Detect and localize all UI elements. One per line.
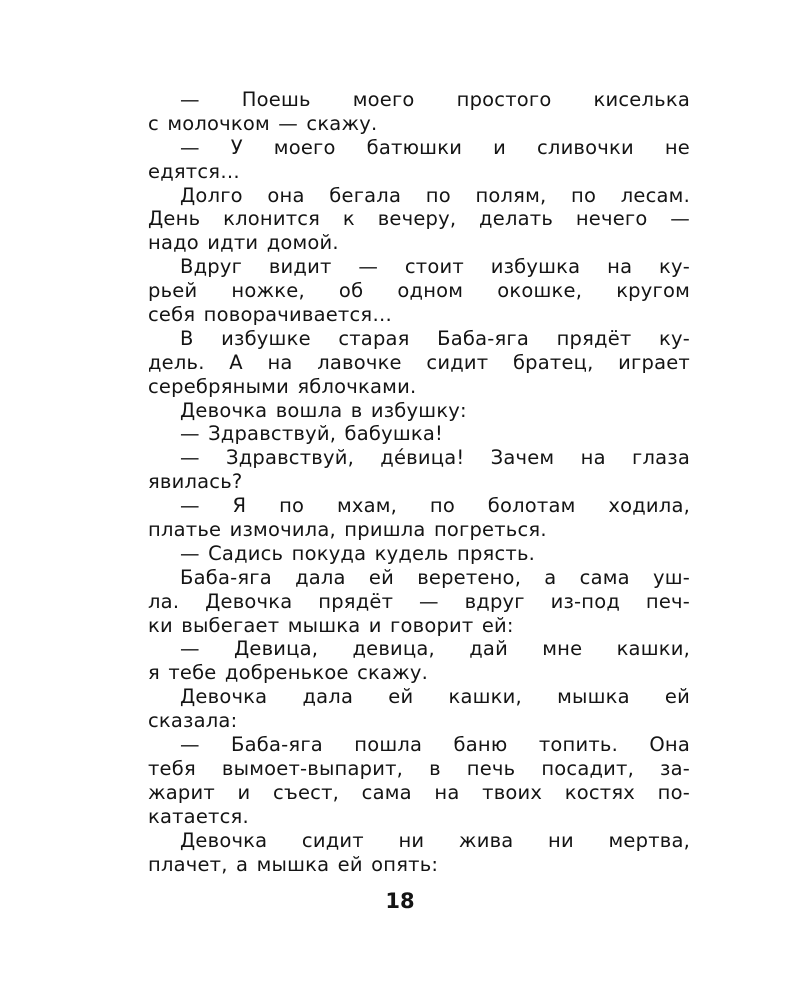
text-line: явилась? [148, 470, 243, 494]
text-line: дель. А на лавочке сидит братец, играет [148, 350, 690, 374]
text-line: рьей ножке, об одном окошке, кругом [148, 279, 690, 303]
text-line: — Девица, девица, дай мне кашки, [180, 637, 690, 661]
text-line: жарит и съест, сама на твоих костях по- [148, 780, 690, 804]
text-line: себя поворачивается… [148, 303, 393, 327]
text-line: — Садись покуда кудель прясть. [180, 541, 536, 565]
text-line: Вдруг видит — стоит избушка на ку- [180, 255, 690, 279]
text-line: платье измочила, пришла погреться. [148, 518, 547, 542]
text-line: катается. [148, 804, 249, 828]
text-line: Девочка сидит ни жива ни мертва, [180, 828, 690, 852]
text-line: День клонится к вечеру, делать нечего — [148, 207, 690, 231]
text-line: — Поешь моего простого киселька [180, 88, 690, 111]
body-text [148, 88, 690, 876]
text-line: Долго она бегала по полям, по лесам. [180, 183, 690, 207]
text-line: — У моего батюшки и сливочки не [180, 135, 690, 159]
text-line: с молочком — скажу. [148, 111, 378, 135]
text-line: серебряными яблочками. [148, 374, 417, 398]
text-line: надо идти домой. [148, 231, 339, 255]
text-line: — Я по мхам, по болотам ходила, [180, 494, 690, 518]
text-line: ки выбегает мышка и говорит ей: [148, 613, 514, 637]
text-line: плачет, а мышка ей опять: [148, 852, 439, 876]
text-line: ла. Девочка прядёт — вдруг из-под печ- [148, 589, 690, 613]
text-line: — Здравствуй, бабушка! [180, 422, 444, 446]
text-line: Девочка дала ей кашки, мышка ей [180, 685, 690, 709]
text-line: Баба-яга дала ей веретено, а сама уш- [180, 565, 690, 589]
text-line: едятся… [148, 159, 240, 183]
text-line: тебя вымоет-выпарит, в печь посадит, за- [148, 756, 690, 780]
text-line: я тебе добренькое скажу. [148, 661, 429, 685]
text-line: — Здравствуй, дéвица! Зачем на глаза [180, 446, 690, 470]
text-line: В избушке старая Баба-яга прядёт ку- [180, 326, 690, 350]
text-line: Девочка вошла в избушку: [180, 398, 467, 422]
text-line: сказала: [148, 709, 238, 733]
text-line: — Баба-яга пошла баню топить. Она [180, 733, 690, 757]
page-number: 18 [385, 889, 415, 913]
